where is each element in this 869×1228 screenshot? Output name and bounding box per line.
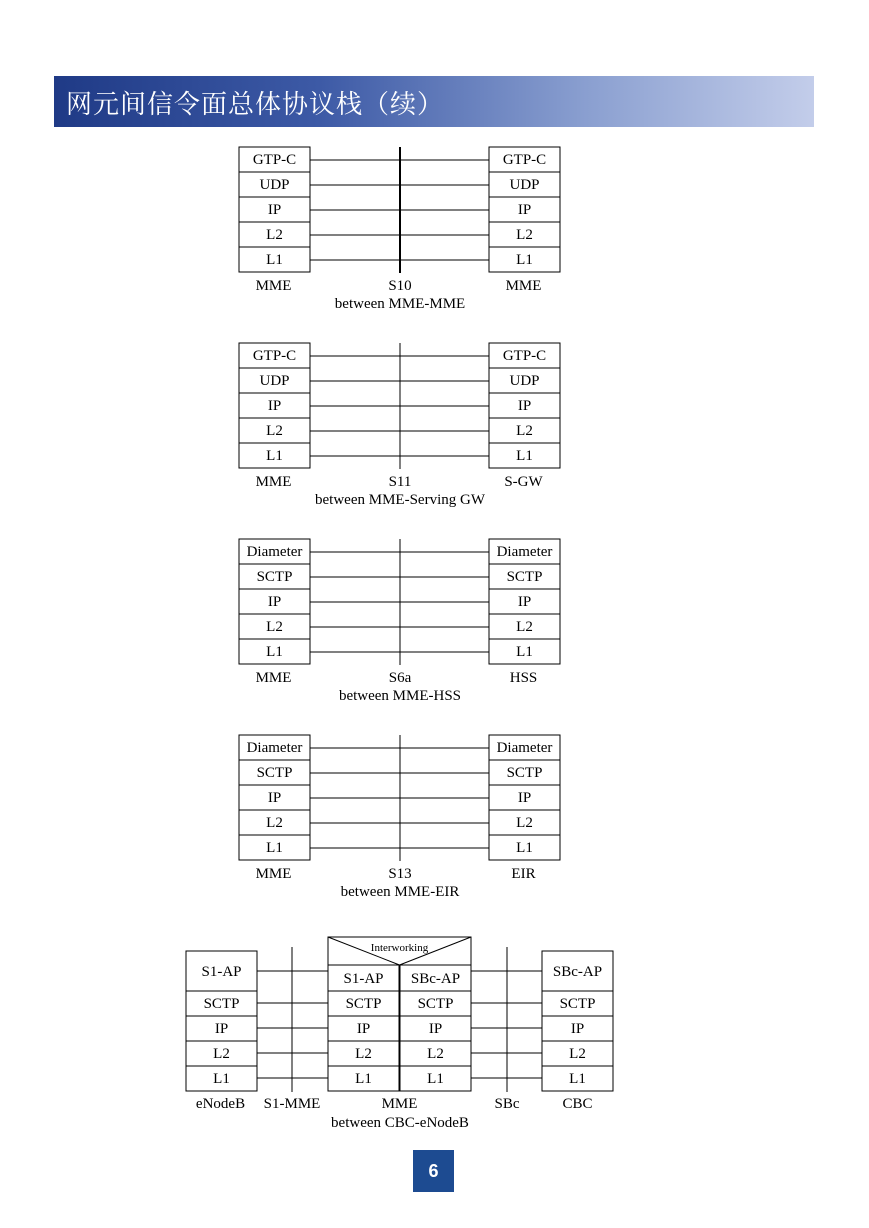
stack-layer-label: S1-AP bbox=[201, 964, 242, 980]
stack-layer-label: L2 bbox=[569, 1046, 586, 1062]
right-node-label: HSS bbox=[509, 670, 538, 686]
stack-layer-label: GTP-C bbox=[252, 348, 297, 364]
stack-layer-label: IP bbox=[570, 1021, 585, 1037]
stack-layer-label: IP bbox=[428, 1021, 443, 1037]
stack-layer-label: L1 bbox=[516, 448, 533, 464]
left-node-label: MME bbox=[255, 866, 292, 882]
cbc-enodeb-diagram bbox=[186, 937, 613, 1131]
stack-layer-label: IP bbox=[214, 1021, 229, 1037]
stack-layer-label: L1 bbox=[266, 840, 283, 856]
stack-layer-label: L2 bbox=[266, 227, 283, 243]
stack-layer-label: UDP bbox=[259, 373, 290, 389]
stack-layer-label: L2 bbox=[355, 1046, 372, 1062]
stack-layer-label: L1 bbox=[266, 252, 283, 268]
right-node-label: S-GW bbox=[504, 474, 543, 490]
stack-layer-label: SCTP bbox=[203, 996, 240, 1012]
diagram-caption: between MME-HSS bbox=[338, 688, 462, 704]
stack-layer-label: L2 bbox=[266, 619, 283, 635]
stack-layer-label: L1 bbox=[355, 1071, 372, 1087]
interface-label: S11 bbox=[388, 474, 412, 490]
stack-layer-label: SCTP bbox=[256, 569, 293, 585]
stack-layer-label: IP bbox=[267, 594, 282, 610]
diagram-caption: between MME-EIR bbox=[340, 884, 460, 900]
stack-layer-label: IP bbox=[517, 398, 532, 414]
stack-layer-label: L1 bbox=[266, 448, 283, 464]
stack-layer-label: UDP bbox=[509, 177, 540, 193]
stack-layer-label: GTP-C bbox=[252, 152, 297, 168]
stack-layer-label: IP bbox=[517, 594, 532, 610]
page-number: 6 bbox=[413, 1150, 454, 1192]
stack-layer-label: SCTP bbox=[506, 765, 543, 781]
protocol-diagram bbox=[239, 147, 560, 312]
stack-layer-label: L1 bbox=[516, 252, 533, 268]
stack-layer-label: L2 bbox=[516, 619, 533, 635]
s1-mme-label: S1-MME bbox=[263, 1096, 321, 1112]
stack-layer-label: IP bbox=[356, 1021, 371, 1037]
diagram-caption: between MME-MME bbox=[334, 296, 466, 312]
stack-layer-label: GTP-C bbox=[502, 348, 547, 364]
interworking-label: Interworking bbox=[370, 942, 429, 954]
left-node-label: MME bbox=[255, 278, 292, 294]
sbc-label: SBc bbox=[494, 1096, 520, 1112]
diagram-caption: between CBC-eNodeB bbox=[331, 1115, 469, 1131]
left-node-label: MME bbox=[255, 474, 292, 490]
stack-layer-label: L1 bbox=[569, 1071, 586, 1087]
stack-layer-label: IP bbox=[517, 790, 532, 806]
stack-layer-label: SCTP bbox=[559, 996, 596, 1012]
right-node-label: EIR bbox=[511, 866, 536, 882]
stack-layer-label: SBc-AP bbox=[552, 964, 603, 980]
left-node-label: MME bbox=[255, 670, 292, 686]
stack-layer-label: UDP bbox=[509, 373, 540, 389]
mme-label: MME bbox=[381, 1096, 418, 1112]
stack-layer-label: L2 bbox=[516, 815, 533, 831]
stack-layer-label: Diameter bbox=[496, 544, 553, 560]
stack-layer-label: L1 bbox=[213, 1071, 230, 1087]
stack-layer-label: L2 bbox=[213, 1046, 230, 1062]
interface-label: S10 bbox=[388, 278, 412, 294]
protocol-diagram bbox=[239, 539, 560, 704]
protocol-diagram bbox=[239, 735, 560, 900]
interface-label: S13 bbox=[388, 866, 412, 882]
stack-layer-label: Diameter bbox=[496, 740, 553, 756]
stack-layer-label: L1 bbox=[516, 644, 533, 660]
stack-layer-label: S1-AP bbox=[343, 971, 384, 987]
stack-layer-label: L2 bbox=[266, 815, 283, 831]
interface-label: S6a bbox=[388, 670, 412, 686]
stack-layer-label: IP bbox=[267, 202, 282, 218]
cbc-label: CBC bbox=[562, 1096, 593, 1112]
stack-layer-label: L2 bbox=[516, 423, 533, 439]
stack-layer-label: SBc-AP bbox=[410, 971, 461, 987]
stack-layer-label: Diameter bbox=[246, 544, 303, 560]
stack-layer-label: UDP bbox=[259, 177, 290, 193]
diagram-caption: between MME-Serving GW bbox=[315, 492, 485, 508]
stack-layer-label: IP bbox=[517, 202, 532, 218]
stack-layer-label: Diameter bbox=[246, 740, 303, 756]
stack-layer-label: SCTP bbox=[256, 765, 293, 781]
stack-layer-label: L2 bbox=[516, 227, 533, 243]
stack-layer-label: L2 bbox=[266, 423, 283, 439]
stack-layer-label: IP bbox=[267, 790, 282, 806]
page-title: 网元间信令面总体协议栈（续） bbox=[66, 90, 445, 120]
stack-layer-label: SCTP bbox=[506, 569, 543, 585]
stack-layer-label: L1 bbox=[516, 840, 533, 856]
stack-layer-label: L1 bbox=[427, 1071, 444, 1087]
enodeb-label: eNodeB bbox=[195, 1096, 246, 1112]
stack-layer-label: SCTP bbox=[417, 996, 454, 1012]
stack-layer-label: L2 bbox=[427, 1046, 444, 1062]
stack-layer-label: SCTP bbox=[345, 996, 382, 1012]
right-node-label: MME bbox=[505, 278, 542, 294]
protocol-diagram bbox=[239, 343, 560, 508]
stack-layer-label: IP bbox=[267, 398, 282, 414]
stack-layer-label: GTP-C bbox=[502, 152, 547, 168]
stack-layer-label: L1 bbox=[266, 644, 283, 660]
